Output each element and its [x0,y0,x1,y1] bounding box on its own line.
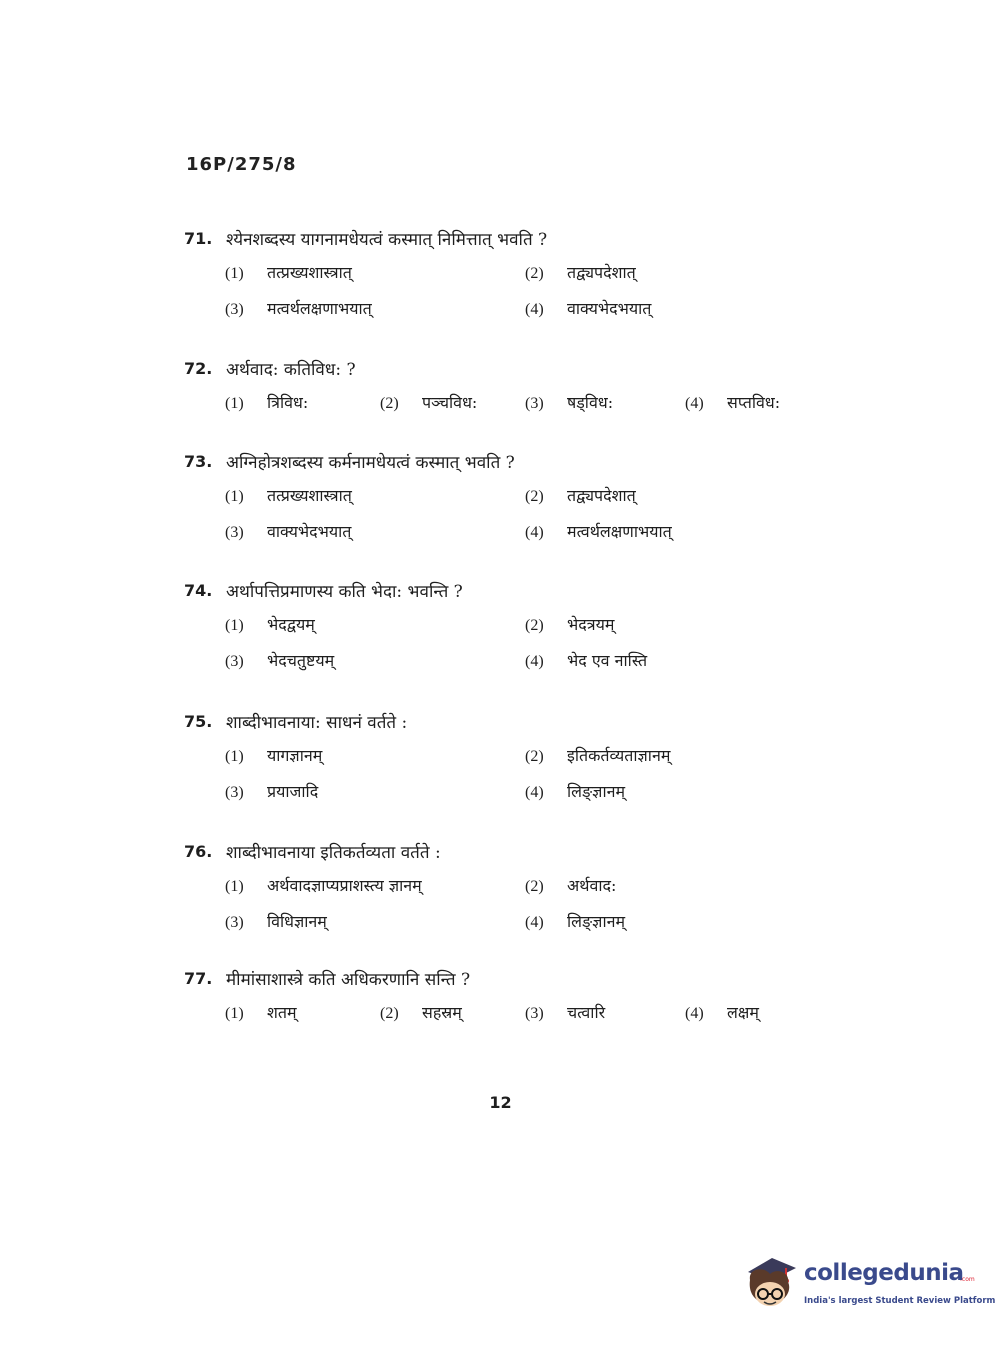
option-1[interactable]: (1) तत्प्रख्यशास्त्रात् [225,486,352,505]
option-3[interactable]: (3) षड्विध: [525,393,614,412]
question-number: 77. [184,969,213,988]
question-number: 71. [184,229,213,248]
question-73 [180,448,880,550]
collegedunia-logo[interactable] [742,1250,996,1314]
option-1[interactable]: (1) यागज्ञानम् [225,746,323,765]
option-1[interactable]: (1) अर्थवादज्ञाप्यप्राशस्त्य ज्ञानम् [225,876,422,895]
paper-code: 16P/275/8 [186,154,297,175]
question-text: मीमांसाशास्त्रे कति अधिकरणानि सन्ति ? [226,970,471,990]
question-number: 73. [184,452,213,471]
question-text: अर्थवाद: कतिविध: ? [226,360,356,380]
option-2[interactable]: (2) पञ्चविध: [380,393,478,412]
option-1[interactable]: (1) त्रिविध: [225,393,309,412]
option-2[interactable]: (2) सहस्रम् [380,1003,462,1022]
question-76 [180,838,880,940]
question-text: शाब्दीभावनाया: साधनं वर्तते : [226,713,408,733]
option-3[interactable]: (3) मत्वर्थलक्षणाभयात् [225,299,372,318]
option-4[interactable]: (4) लक्षम् [685,1003,759,1022]
option-2[interactable]: (2) भेदत्रयम् [525,615,615,634]
option-4[interactable]: (4) लिङ्ज्ञानम् [525,912,626,931]
logo-com: .com [960,1276,975,1283]
option-2[interactable]: (2) इतिकर्तव्यताज्ञानम् [525,746,671,765]
option-3[interactable]: (3) भेदचतुष्टयम् [225,651,335,670]
question-text: अर्थापत्तिप्रमाणस्य कति भेदा: भवन्ति ? [226,582,463,602]
option-3[interactable]: (3) वाक्यभेदभयात् [225,522,352,541]
question-71 [180,225,880,327]
option-2[interactable]: (2) अर्थवाद: [525,876,617,895]
logo-name: collegedunia [804,1260,964,1286]
option-4[interactable]: (4) मत्वर्थलक्षणाभयात् [525,522,672,541]
question-text: शाब्दीभावनाया इतिकर्तव्यता वर्तते : [226,843,441,863]
option-3[interactable]: (3) चत्वारि [525,1003,606,1022]
option-4[interactable]: (4) लिङ्ज्ञानम् [525,782,626,801]
question-72 [180,355,880,421]
question-77 [180,965,880,1031]
question-number: 76. [184,842,213,861]
question-text: अग्निहोत्रशब्दस्य कर्मनामधेयत्वं कस्मात् भवति ? [226,453,515,473]
option-2[interactable]: (2) तद्व्यपदेशात् [525,486,636,505]
option-4[interactable]: (4) सप्तविध: [685,393,781,412]
question-number: 72. [184,359,213,378]
question-text: श्येनशब्दस्य यागनामधेयत्वं कस्मात् निमित्तात् भवति ? [226,230,548,250]
option-3[interactable]: (3) प्रयाजादि [225,782,319,801]
option-3[interactable]: (3) विधिज्ञानम् [225,912,327,931]
option-2[interactable]: (2) तद्व्यपदेशात् [525,263,636,282]
option-4[interactable]: (4) भेद एव नास्ति [525,651,648,670]
option-1[interactable]: (1) तत्प्रख्यशास्त्रात् [225,263,352,282]
logo-tagline: India's largest Student Review Platform [804,1296,996,1306]
page-number: 12 [489,1093,512,1112]
question-74 [180,577,880,679]
mascot-icon [742,1250,802,1314]
option-1[interactable]: (1) शतम् [225,1003,297,1022]
option-4[interactable]: (4) वाक्यभेदभयात् [525,299,652,318]
question-75 [180,708,880,810]
question-number: 75. [184,712,213,731]
question-number: 74. [184,581,213,600]
option-1[interactable]: (1) भेदद्वयम् [225,615,315,634]
